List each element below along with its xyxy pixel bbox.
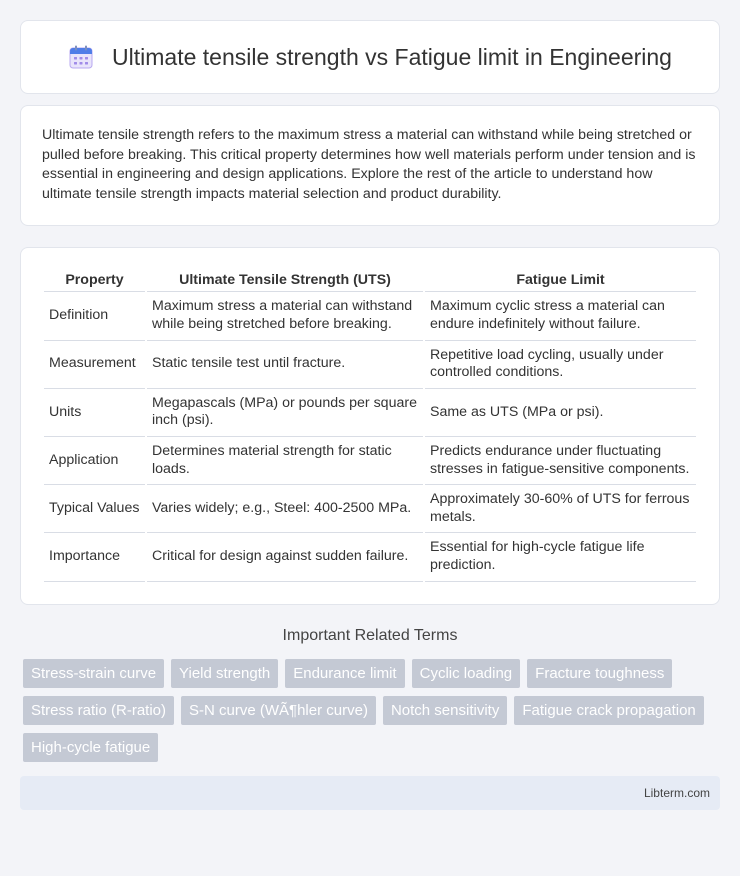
table-cell: Importance [44, 533, 145, 581]
table-row [44, 341, 696, 389]
related-terms-list [20, 659, 720, 762]
table-cell: Determines material strength for static loads. [147, 437, 423, 485]
table-cell: Maximum stress a material can withstand while being stretched before breaking. [147, 292, 423, 340]
term-tag[interactable]: Cyclic loading [412, 659, 521, 688]
term-tag[interactable]: High-cycle fatigue [23, 733, 158, 762]
term-tag[interactable]: Fracture toughness [527, 659, 672, 688]
table-row [44, 389, 696, 437]
column-header-property: Property [44, 268, 145, 292]
table-cell: Units [44, 389, 145, 437]
table-cell: Static tensile test until fracture. [147, 341, 423, 389]
calendar-icon [68, 44, 94, 70]
table-cell: Critical for design against sudden failure. [147, 533, 423, 581]
table-cell: Application [44, 437, 145, 485]
table-cell: Megapascals (MPa) or pounds per square inch (psi). [147, 389, 423, 437]
term-tag[interactable]: Stress ratio (R-ratio) [23, 696, 174, 725]
table-cell: Predicts endurance under fluctuating stresses in fatigue-sensitive components. [425, 437, 696, 485]
table-cell: Definition [44, 292, 145, 340]
footer-brand[interactable]: Libterm.com [643, 785, 710, 800]
page-title: Ultimate tensile strength vs Fatigue limit in Engineering [112, 43, 672, 70]
table-header-row [44, 268, 696, 292]
table-cell: Essential for high-cycle fatigue life prediction. [425, 533, 696, 581]
table-row [44, 292, 696, 340]
comparison-table [42, 268, 698, 581]
term-tag[interactable]: Stress-strain curve [23, 659, 164, 688]
term-tag[interactable]: Fatigue crack propagation [514, 696, 703, 725]
term-tag[interactable]: S-N curve (WÃ¶hler curve) [181, 696, 376, 725]
table-cell: Same as UTS (MPa or psi). [425, 389, 696, 437]
term-tag[interactable]: Endurance limit [285, 659, 404, 688]
table-row [44, 533, 696, 581]
table-cell: Varies widely; e.g., Steel: 400-2500 MPa. [147, 485, 423, 533]
column-header-fatigue-limit: Fatigue Limit [425, 268, 696, 292]
footer [20, 776, 720, 810]
term-tag[interactable]: Yield strength [171, 659, 278, 688]
table-cell: Approximately 30-60% of UTS for ferrous metals. [425, 485, 696, 533]
column-header-uts: Ultimate Tensile Strength (UTS) [147, 268, 423, 292]
table-cell: Measurement [44, 341, 145, 389]
related-terms-title: Important Related Terms [282, 626, 458, 644]
header-card [20, 20, 720, 94]
comparison-table-card [20, 247, 720, 604]
table-cell: Maximum cyclic stress a material can endure indefinitely without failure. [425, 292, 696, 340]
table-cell: Typical Values [44, 485, 145, 533]
table-cell: Repetitive load cycling, usually under controlled conditions. [425, 341, 696, 389]
table-row [44, 485, 696, 533]
term-tag[interactable]: Notch sensitivity [383, 696, 507, 725]
intro-card [20, 105, 720, 226]
intro-text: Ultimate tensile strength refers to the maximum stress a material can withstand while being stretched or pulled before breaking. This critical property determines how well materials perform under tension and is essential in engineering and design applications. Explore the rest of the article to understand how ultimate tensile strength impacts material selection and product durability. [42, 127, 696, 202]
table-row [44, 437, 696, 485]
